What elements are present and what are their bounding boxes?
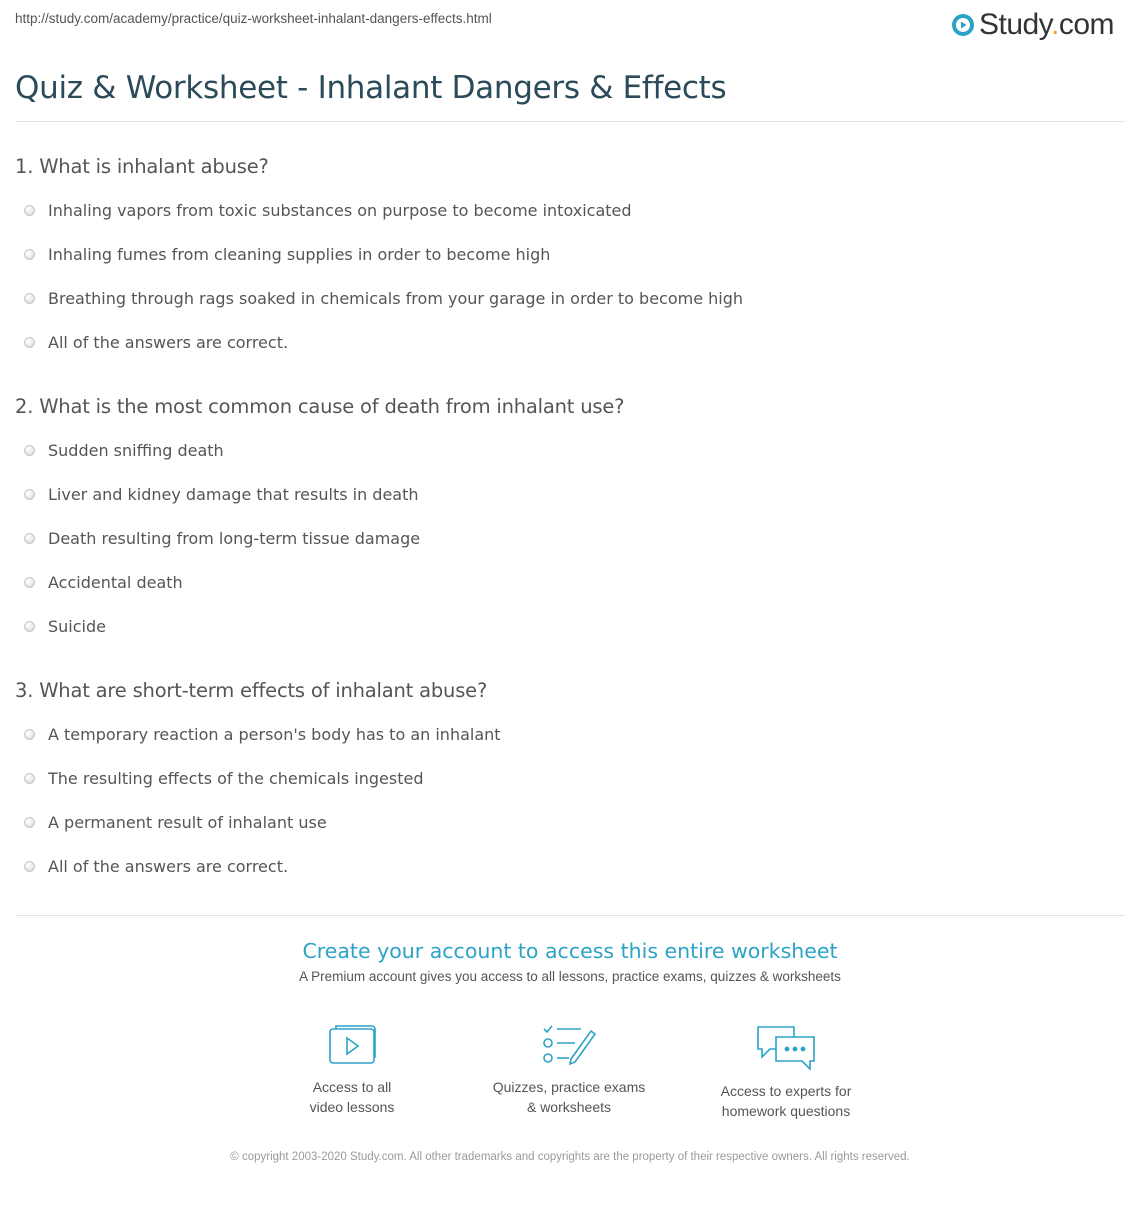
title-divider	[15, 121, 1125, 122]
feature-video-lessons	[262, 1023, 442, 1117]
option-label: Liver and kidney damage that results in death	[48, 484, 419, 504]
option-label: The resulting effects of the chemicals ingested	[48, 768, 424, 788]
video-lessons-icon	[326, 1023, 378, 1067]
radio-button[interactable]	[24, 533, 35, 544]
premium-description: A Premium account gives you access to all lessons, practice exams, quizzes & worksheets	[299, 969, 841, 984]
create-account-link[interactable]: Create your account to access this entire worksheet	[302, 939, 838, 963]
quiz-checklist-icon	[541, 1023, 597, 1067]
radio-button[interactable]	[24, 621, 35, 632]
feature-label-line: Access to experts for	[720, 1083, 852, 1099]
radio-button[interactable]	[24, 577, 35, 588]
chat-bubbles-icon	[754, 1023, 818, 1071]
radio-button[interactable]	[24, 773, 35, 784]
option-label: Accidental death	[48, 572, 183, 592]
question-1-option-1[interactable]	[24, 198, 632, 222]
feature-label-line: video lessons	[309, 1099, 395, 1115]
question-1-title: 1. What is inhalant abuse?	[15, 155, 269, 178]
radio-button[interactable]	[24, 817, 35, 828]
logo-wordmark: Study.com	[978, 8, 1114, 41]
question-3-option-2[interactable]	[24, 766, 423, 790]
question-2-title: 2. What is the most common cause of death from inhalant use?	[15, 395, 625, 418]
radio-button[interactable]	[24, 729, 35, 740]
radio-button[interactable]	[24, 205, 35, 216]
question-3-option-3[interactable]	[24, 810, 327, 834]
radio-button[interactable]	[24, 293, 35, 304]
option-label: Breathing through rags soaked in chemicals from your garage in order to become high	[48, 288, 744, 308]
question-2-option-3[interactable]	[24, 526, 420, 550]
option-label: Death resulting from long-term tissue damage	[48, 528, 421, 548]
feature-label-line: Quizzes, practice exams	[492, 1079, 646, 1095]
radio-button[interactable]	[24, 445, 35, 456]
option-label: Inhaling vapors from toxic substances on purpose to become intoxicated	[48, 200, 632, 220]
option-label: All of the answers are correct.	[48, 332, 289, 352]
promo-divider	[15, 915, 1125, 916]
question-2-option-2[interactable]	[24, 482, 419, 506]
question-1-option-4[interactable]	[24, 330, 288, 354]
feature-label-line: & worksheets	[526, 1099, 612, 1115]
radio-button[interactable]	[24, 249, 35, 260]
option-label: Inhaling fumes from cleaning supplies in order to become high	[48, 244, 551, 264]
study-logo[interactable]	[951, 8, 1114, 42]
feature-label-line: Access to all	[312, 1079, 392, 1095]
question-1-option-3[interactable]	[24, 286, 743, 310]
option-label: Sudden sniffing death	[48, 440, 224, 460]
radio-button[interactable]	[24, 861, 35, 872]
feature-label-line: homework questions	[721, 1103, 851, 1119]
feature-quizzes	[479, 1023, 659, 1117]
question-1-option-2[interactable]	[24, 242, 550, 266]
question-3-title: 3. What are short-term effects of inhalant abuse?	[15, 679, 488, 702]
question-2-option-5[interactable]	[24, 614, 106, 638]
page-url: http://study.com/academy/practice/quiz-worksheet-inhalant-dangers-effects.html	[15, 11, 492, 26]
option-label: A temporary reaction a person's body has to an inhalant	[48, 724, 501, 744]
feature-experts	[696, 1023, 876, 1121]
option-label: All of the answers are correct.	[48, 856, 289, 876]
option-label: A permanent result of inhalant use	[48, 812, 327, 832]
question-2-option-4[interactable]	[24, 570, 183, 594]
question-3-option-4[interactable]	[24, 854, 288, 878]
radio-button[interactable]	[24, 489, 35, 500]
question-2-option-1[interactable]	[24, 438, 224, 462]
copyright-notice: © copyright 2003-2020 Study.com. All other trademarks and copyrights are the property of their respective owners. All rights reserved.	[230, 1151, 910, 1163]
option-label: Suicide	[48, 616, 106, 636]
study-play-icon	[951, 13, 975, 37]
question-3-option-1[interactable]	[24, 722, 501, 746]
top-bar	[0, 0, 1140, 50]
page-title: Quiz & Worksheet - Inhalant Dangers & Effects	[15, 70, 727, 106]
radio-button[interactable]	[24, 337, 35, 348]
